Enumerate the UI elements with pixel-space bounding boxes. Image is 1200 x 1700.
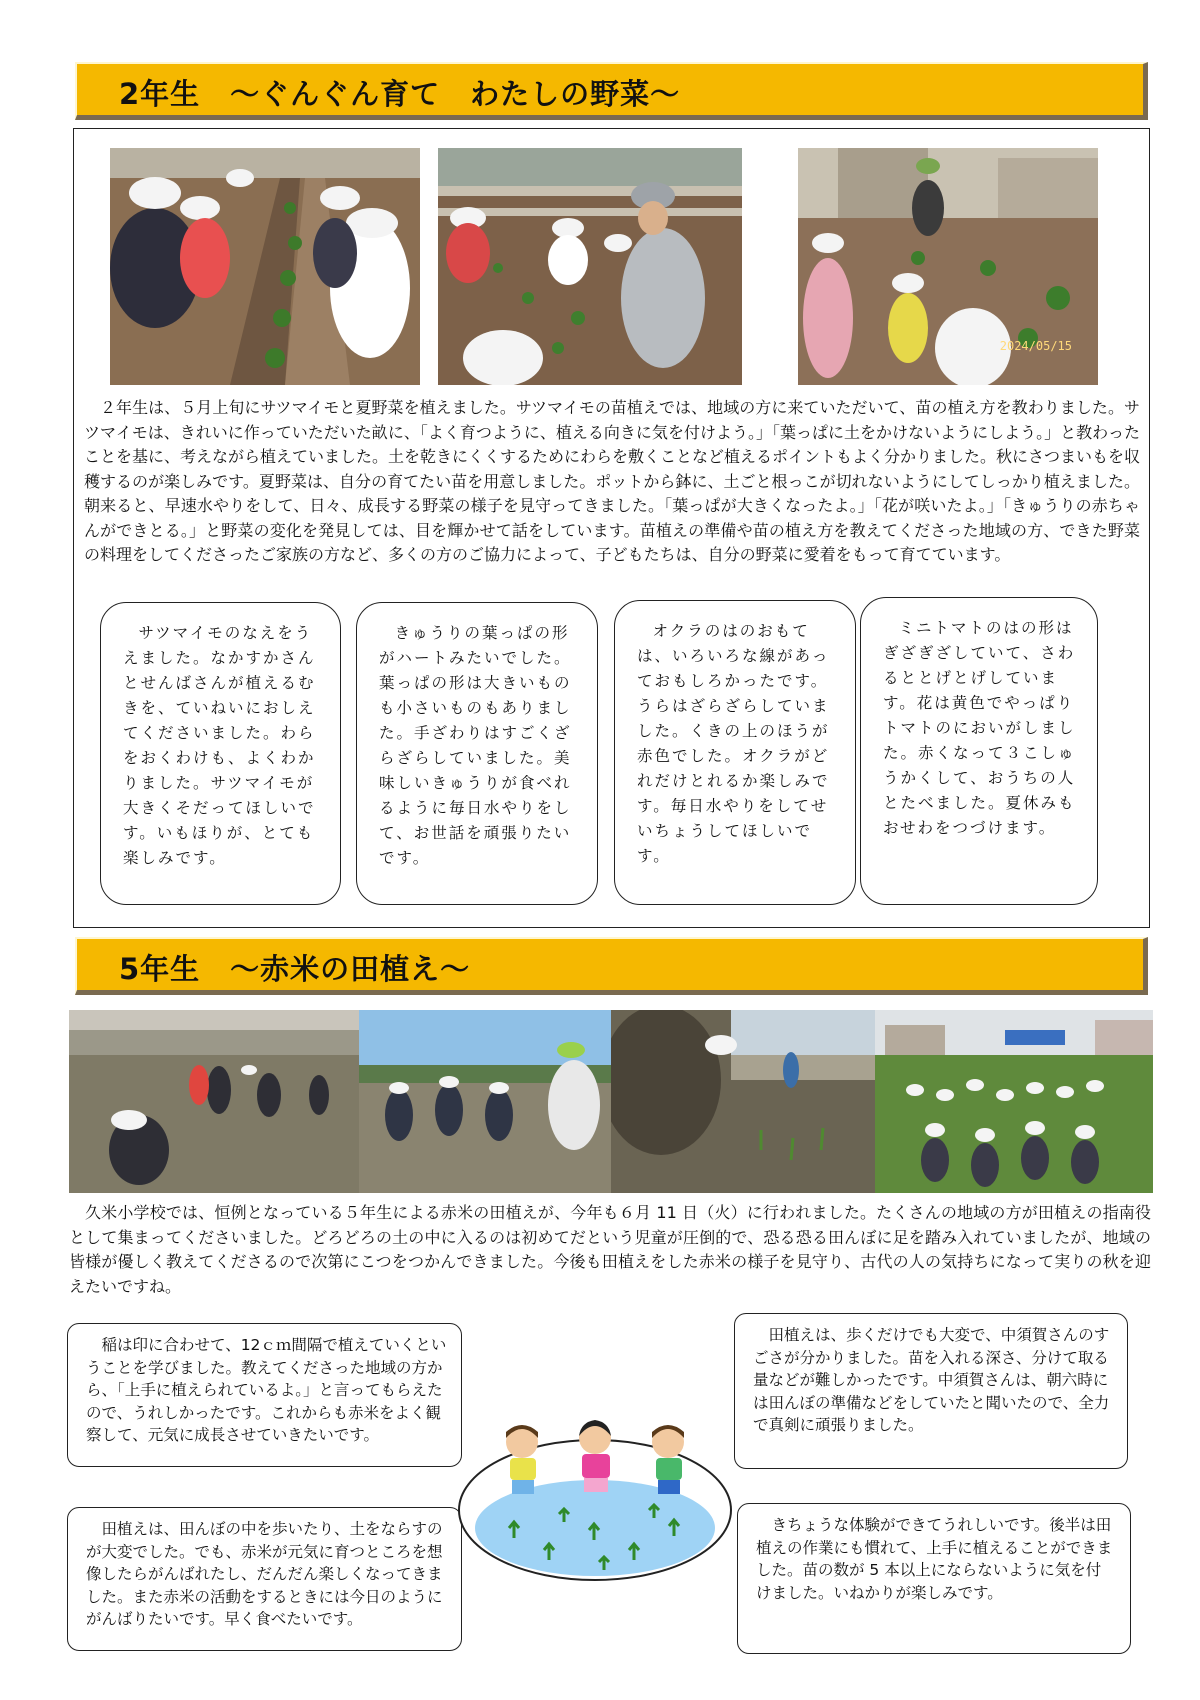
comment-bubble-cucumber: きゅうりの葉っぱの形がハートみたいでした。葉っぱの形は大きいものも小さいものもありました。手ざわりはすごくざらざらしていました。美味しいきゅうりが食べれるように毎日水やりをして、お世話を頑張りたいです。 xyxy=(356,602,598,905)
photo-rice-planting-closeup xyxy=(611,1010,875,1193)
section1-paragraph: ２年生は、５月上旬にサツマイモと夏野菜を植えました。サツマイモの苗植えでは、地域の方に来ていただいて、苗の植え方を教わりました。サツマイモは、きれいに作っていただいた畝に、「よく育つように、植える向きに気を付けよう。」「葉っぱに土をかけないようにしよう。」と教わったことを基に、考えながら植えていました。土を乾きにくくするためにわらを敷くことなど植えるポイントもよく分かりました。秋にさつまいもを収穫するのが楽しみです。夏野菜は、自分の育てたい苗を用意しました。ポットから鉢に、土ごと根っこが切れないようにしてしっかり植えました。朝来ると、早速水やりをして、日々、成長する野菜の様子を見守ってきました。「葉っぱが大きくなったよ。」「花が咲いたよ。」「きゅうりの赤ちゃんができとる。」と野菜の変化を発見しては、目を輝かせて話をしています。苗植えの準備や苗の植え方を教えてくださった地域の方、できた野菜の料理をしてくださったご家族の方など、多くの方のご協力によって、子どもたちは、自分の野菜に愛着をもって育てています。 xyxy=(84,398,1141,564)
photo-group-waving xyxy=(875,1010,1153,1193)
photo-elder-teaching xyxy=(438,148,742,385)
comment-bubble-mini-tomato: ミニトマトのはの形はぎざぎざしていて、さわるととげとげしています。花は黄色でやっぱりトマトのにおいがしました。赤くなって３こしゅうかくして、おうちの人とたべました。夏休みもおせわをつづけます。 xyxy=(860,597,1098,905)
comment-box-difficulty: 田植えは、歩くだけでも大変で、中須賀さんのすごさが分かりました。苗を入れる深さ、分けて取る量などが難しかったです。中須賀さんは、朝六時には田んぼの準備などをしていたと聞いたので、全力で真剣に頑張りました。 xyxy=(734,1313,1128,1469)
section2-paragraph: 久米小学校では、恒例となっている５年生による赤米の田植えが、今年も６月 11 日（火）に行われました。たくさんの地域の方が田植えの指南役として集まってくださいました。どろどろの土の中に入るのは初めてだという児童が圧倒的で、恐る恐る田んぼに足を踏み入れていましたが、地域の皆様が優しく教えてくださるので次第にこつをつかんできました。今後も田植えをした赤米の様子を見守り、古代の人の気持ちになって実りの秋を迎えたいですね。 xyxy=(69,1203,1151,1296)
comment-bubble-sweet-potato: サツマイモのなえをうえました。なかすかさんとせんばさんが植えるむきを、ていねいにおしえてくださいました。わらをおくわけも、よくわかりました。サツマイモが大きくそだってほしいです。いもほりが、とても楽しみです。 xyxy=(100,602,341,905)
section1-title: 2年生 ～ぐんぐん育て わたしの野菜～ xyxy=(119,77,681,111)
section1-banner xyxy=(75,62,1148,120)
section2-banner xyxy=(75,937,1148,995)
photo-sweet-potato-planting xyxy=(110,148,420,385)
photo-date-stamp: 2024/05/15 xyxy=(999,339,1072,353)
comment-box-experience: きちょうな体験ができてうれしいです。後半は田植えの作業にも慣れて、上手に植えることができました。苗の数が 5 本以上にならないように気を付けました。いねかりが楽しみです。 xyxy=(737,1503,1131,1654)
rice-planting-illustration xyxy=(454,1410,736,1586)
comment-box-mud: 田植えは、田んぼの中を歩いたり、土をならすのが大変でした。でも、赤米が元気に育つところを想像したらがんばれたし、だんだん楽しくなってきました。また赤米の活動をするときには今日のようにがんばりたいです。早く食べたいです。 xyxy=(67,1507,462,1651)
photo-summer-vegetable-garden xyxy=(798,148,1098,385)
photo-rice-field-adults xyxy=(69,1010,359,1193)
photo-rice-field-children xyxy=(359,1010,611,1193)
section2-title: 5年生 ～赤米の田植え～ xyxy=(119,952,471,986)
comment-box-spacing: 稲は印に合わせて、12ｃｍ間隔で植えていくということを学びました。教えてくださった地域の方から、「上手に植えられているよ。」と言ってもらえたので、うれしかったです。これからも赤米をよく観察して、元気に成長させていきたいです。 xyxy=(67,1323,462,1467)
comment-bubble-okra: オクラのはのおもては、いろいろな線があっておもしろかったです。うらはざらざらしていました。くきの上のほうが赤色でした。オクラがどれだけとれるか楽しみです。毎日水やりをしてせいちょうしてほしいです。 xyxy=(614,600,856,905)
